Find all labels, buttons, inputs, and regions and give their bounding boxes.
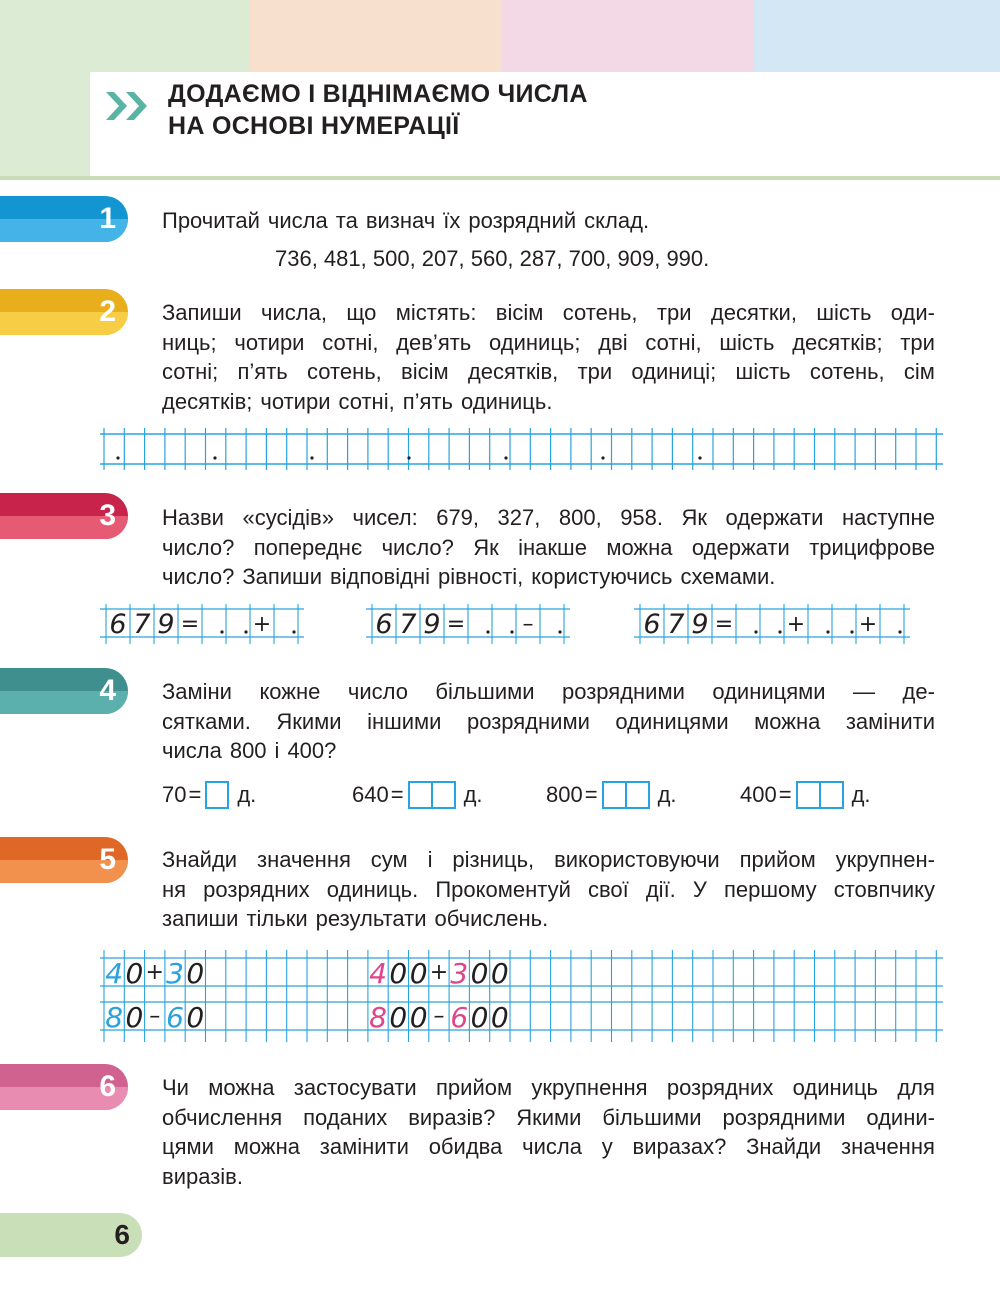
word: три (900, 329, 935, 355)
placeholder-dot (778, 630, 781, 633)
word: одержати (725, 505, 824, 530)
word: наступне (841, 505, 935, 530)
exercise-1-numbers: 736, 481, 500, 207, 560, 287, 700, 909, 990. (275, 246, 710, 271)
scheme-digit: 9 (157, 609, 175, 640)
word: розрядних (203, 876, 310, 902)
scheme-operator: + (252, 612, 272, 637)
text-line (162, 1132, 935, 1162)
word: числа (162, 738, 222, 763)
text-line (162, 707, 935, 737)
placeholder-dot (558, 630, 561, 633)
placeholder-dot (116, 456, 119, 459)
word: одини- (866, 1104, 935, 1130)
exercise-4-equation-1 (162, 780, 256, 810)
word: цями (162, 1134, 214, 1159)
exercise-number: 1 (99, 202, 116, 235)
page-title (168, 78, 588, 142)
word: у (601, 1134, 613, 1159)
placeholder-dot (213, 456, 216, 459)
scheme-digit: 9 (691, 609, 709, 640)
word: схемами. (680, 564, 776, 589)
word: більшими (435, 679, 535, 704)
grid-character: – (149, 1004, 161, 1029)
word: 800 (229, 738, 267, 763)
placeholder-dot (898, 630, 901, 633)
word: стовпчику (833, 876, 935, 902)
word: три (577, 359, 613, 384)
grid-character: 8 (369, 1001, 387, 1034)
text-line (162, 387, 935, 417)
exercise-number: 3 (99, 499, 116, 532)
grid-character: – (433, 1004, 445, 1029)
word: і (274, 738, 280, 763)
equals-sign: = (390, 782, 404, 807)
exercise-2-tab (0, 289, 128, 335)
grid-character: 0 (125, 1001, 144, 1034)
word: десятків; (162, 388, 253, 414)
word: замінити (319, 1134, 409, 1159)
page-title-line-1: ДОДАЄМО І ВІДНІМАЄМО ЧИСЛА (168, 80, 588, 108)
word: 679, (436, 505, 480, 530)
header-side-bar (0, 72, 90, 180)
word: три (656, 300, 692, 325)
placeholder-dot (754, 630, 757, 633)
word: У (692, 876, 707, 902)
word: обидва (428, 1134, 503, 1159)
page-number: 6 (114, 1219, 130, 1250)
word: можна (754, 708, 821, 734)
text-line (162, 875, 935, 905)
word: Чи (162, 1075, 189, 1100)
grid-character: + (429, 960, 449, 985)
equation-number: 70 (162, 782, 187, 807)
word: замінити (845, 708, 935, 734)
word: число? (162, 564, 235, 589)
exercise-4-tab (0, 668, 128, 714)
word: число? (381, 534, 454, 560)
exercise-4-text (162, 677, 935, 766)
word: шість (735, 359, 791, 384)
word: значення (256, 847, 351, 872)
word: можна (208, 1075, 275, 1100)
word: вісім (495, 300, 544, 325)
text-line (162, 328, 935, 358)
word: виразів? (408, 1104, 496, 1130)
word: числа (267, 208, 328, 233)
word: використовуючи (554, 847, 720, 872)
grid-character: 0 (409, 957, 428, 990)
exercise-4-equation-2 (352, 780, 483, 810)
word: поданих (303, 1104, 388, 1130)
word: вісім (401, 359, 449, 384)
word: ниць; (162, 329, 217, 355)
word: число (347, 679, 408, 704)
grid-character: 0 (470, 1001, 489, 1034)
word: одержати (691, 534, 790, 560)
text-line (162, 677, 935, 707)
word: Як (681, 505, 708, 530)
placeholder-dot (407, 456, 410, 459)
exercise-3-scheme-3[interactable] (634, 604, 946, 644)
grid-character: 3 (166, 957, 184, 990)
word: розрядних (666, 1075, 774, 1100)
word: для (897, 1075, 935, 1100)
word: п’ять (237, 359, 288, 384)
exercise-5-grid[interactable] (100, 950, 943, 1042)
word: розрядними (466, 708, 590, 734)
word: їх (443, 208, 461, 233)
scheme-operator: + (786, 612, 806, 637)
scheme-digit: 7 (667, 609, 685, 640)
word: відповідні (329, 564, 430, 589)
exercise-1-tab (0, 196, 128, 242)
text-line (162, 1103, 935, 1133)
word: сотні; (162, 359, 219, 384)
word: числа (522, 1134, 582, 1159)
word: 400? (287, 738, 337, 763)
equals-sign: = (584, 782, 598, 807)
word: інакше (518, 534, 587, 560)
word: дві (598, 329, 628, 355)
exercise-3-text (162, 503, 935, 592)
word: де- (902, 679, 935, 704)
word: сятками. (162, 708, 251, 734)
word: попереднє (253, 534, 363, 560)
word: прийом (739, 847, 816, 872)
grid-character: 6 (450, 1001, 469, 1034)
word: одиниць. (460, 388, 553, 414)
text-line (162, 1162, 935, 1192)
exercise-6-text (162, 1073, 935, 1191)
scheme-operator: = (180, 612, 200, 637)
scheme-digit: 6 (643, 609, 661, 640)
text-line (162, 562, 935, 592)
text-line (162, 533, 935, 563)
grid-character: 0 (389, 957, 408, 990)
placeholder-dot (698, 456, 701, 459)
unit-label: д. (463, 782, 483, 807)
word: Знайди (162, 847, 238, 872)
word: виразах? (632, 1134, 727, 1159)
word: сотні, (645, 329, 702, 355)
word: першому (723, 876, 817, 902)
word: п’ять (402, 388, 453, 414)
word: і (427, 847, 433, 872)
exercise-number: 6 (99, 1070, 116, 1103)
scheme-digit: 7 (399, 609, 417, 640)
unit-label: д. (237, 782, 257, 807)
exercise-6-tab (0, 1064, 128, 1110)
word: Знайди (746, 1134, 822, 1159)
exercise-number: 5 (99, 843, 116, 876)
word: Якими (276, 708, 342, 734)
word: сотень, (809, 359, 885, 384)
text-line (162, 503, 935, 533)
word: дії. (645, 876, 676, 902)
placeholder-dot (601, 456, 604, 459)
exercise-2-writing-grid[interactable] (100, 428, 943, 470)
word: розрядний (468, 208, 577, 233)
word: користуючись (531, 564, 673, 589)
answer-box[interactable] (205, 781, 229, 809)
page-title-line-2: НА ОСНОВІ НУМЕРАЦІЇ (168, 112, 460, 140)
word: розрядними (722, 1104, 846, 1130)
exercise-number: 4 (99, 674, 116, 707)
word: шість (719, 329, 775, 355)
word: значення (841, 1134, 935, 1159)
word: одиницями (615, 708, 729, 734)
placeholder-dot (850, 630, 853, 633)
word: сотні, (338, 388, 395, 414)
word: одиниць; (489, 329, 581, 355)
word: дев’ять (396, 329, 472, 355)
grid-character: + (145, 960, 164, 985)
grid-character: 0 (490, 957, 509, 990)
placeholder-dot (504, 456, 507, 459)
grid-character: 4 (369, 957, 387, 990)
word: Прокоментуй (435, 876, 571, 902)
word: визнач (365, 208, 436, 233)
word: прийом (436, 1075, 513, 1100)
word: запиши (162, 906, 239, 931)
text-line (162, 357, 935, 387)
placeholder-dot (826, 630, 829, 633)
word: Запиши (242, 564, 322, 589)
word: розрядними (561, 679, 685, 704)
word: 958. (620, 505, 664, 530)
placeholder-dot (486, 630, 489, 633)
word: десятків; (792, 329, 883, 355)
exercise-3-tab (0, 493, 128, 539)
equation-number: 400 (740, 782, 777, 807)
header-strip-green (0, 0, 250, 72)
equals-sign: = (778, 782, 792, 807)
scheme-digit: 9 (423, 609, 441, 640)
word: десятків, (467, 359, 559, 384)
word: Якими (516, 1104, 582, 1130)
word: Назви (162, 505, 224, 530)
grid-character: 6 (166, 1001, 184, 1034)
placeholder-dot (510, 630, 513, 633)
header-strip-pink (502, 0, 754, 72)
word: можна (233, 1134, 300, 1159)
word: трицифрове (809, 534, 935, 560)
word: кожне (259, 679, 321, 704)
word: сотень, (562, 300, 638, 325)
grid-character: 0 (409, 1001, 428, 1034)
double-chevron-icon (104, 88, 156, 124)
scheme-operator: – (522, 612, 534, 637)
equation-number: 640 (352, 782, 389, 807)
word: чисел: (352, 505, 418, 530)
word: ня (162, 876, 187, 902)
exercise-3-scheme-2[interactable] (366, 604, 616, 644)
word: чотири (260, 388, 331, 414)
text-line (162, 298, 935, 328)
word: іншими (367, 708, 442, 734)
word: 800, (558, 505, 602, 530)
answer-box[interactable] (408, 781, 456, 809)
word: свої (587, 876, 629, 902)
exercise-3-scheme-1[interactable] (100, 604, 350, 644)
grid-character: 8 (105, 1001, 124, 1034)
word: сотні, (322, 329, 379, 355)
word: Як (473, 534, 499, 560)
word: шість (816, 300, 872, 325)
word: обчислення (162, 1104, 283, 1130)
grid-character: 0 (389, 1001, 408, 1034)
placeholder-dot (310, 456, 313, 459)
scheme-operator: = (446, 612, 466, 637)
text-line (162, 206, 935, 236)
word: число? (162, 534, 235, 560)
word: десятки, (710, 300, 797, 325)
placeholder-dot (244, 630, 247, 633)
exercise-5-tab (0, 837, 128, 883)
word: більшими (602, 1104, 702, 1130)
equation-number: 800 (546, 782, 583, 807)
exercise-2-text (162, 298, 935, 416)
word: 327, (497, 505, 541, 530)
word: результати (315, 906, 427, 931)
word: та (335, 208, 358, 233)
word: склад. (584, 208, 650, 233)
exercise-4-equation-3 (546, 780, 677, 810)
answer-box[interactable] (796, 781, 844, 809)
text-line (162, 1073, 935, 1103)
grid-character: 0 (186, 957, 205, 990)
exercise-5-text (162, 845, 935, 934)
word: одиниці; (631, 359, 717, 384)
word: — (853, 679, 876, 704)
equals-sign: = (188, 782, 202, 807)
grid-character: 3 (450, 957, 469, 990)
word: містять: (395, 300, 477, 325)
word: рівності, (438, 564, 524, 589)
word: одиниць. (326, 876, 419, 902)
word: «сусідів» (242, 505, 334, 530)
word: тільки (246, 906, 308, 931)
placeholder-dot (220, 630, 223, 633)
header-strip-peach (250, 0, 502, 72)
scheme-operator: + (858, 612, 878, 637)
word: Запиши (162, 300, 242, 325)
word: Прочитай (162, 208, 260, 233)
word: застосувати (293, 1075, 417, 1100)
answer-box[interactable] (602, 781, 650, 809)
title-divider (0, 176, 1000, 180)
unit-label: д. (851, 782, 871, 807)
word: різниць, (452, 847, 535, 872)
text-line (162, 736, 935, 766)
grid-character: 0 (470, 957, 489, 990)
word: що (346, 300, 377, 325)
text-line (162, 845, 935, 875)
word: обчислень. (434, 906, 549, 931)
scheme-operator: = (714, 612, 734, 637)
word: виразів. (162, 1163, 243, 1189)
word: можна (606, 534, 673, 560)
word: сотень, (307, 359, 382, 384)
word: оди- (890, 300, 935, 325)
exercise-1-text (162, 206, 935, 236)
word: сім (903, 359, 935, 384)
placeholder-dot (292, 630, 295, 633)
text-line (162, 904, 935, 934)
word: укрупнення (531, 1075, 648, 1100)
exercise-4-equation-4 (740, 780, 871, 810)
grid-character: 4 (105, 957, 124, 990)
unit-label: д. (657, 782, 677, 807)
scheme-digit: 7 (133, 609, 151, 640)
grid-character: 0 (186, 1001, 205, 1034)
grid-character: 0 (490, 1001, 509, 1034)
word: одиницями (712, 679, 826, 704)
word: Заміни (162, 679, 232, 704)
scheme-digit: 6 (109, 609, 127, 640)
header-strip-blue (754, 0, 1000, 72)
scheme-digit: 6 (375, 609, 393, 640)
grid-character: 0 (125, 957, 144, 990)
word: сум (370, 847, 408, 872)
word: одиниць (792, 1075, 879, 1100)
word: числа, (261, 300, 327, 325)
word: чотири (234, 329, 305, 355)
exercise-number: 2 (99, 295, 116, 328)
word: укрупнен- (835, 847, 935, 872)
